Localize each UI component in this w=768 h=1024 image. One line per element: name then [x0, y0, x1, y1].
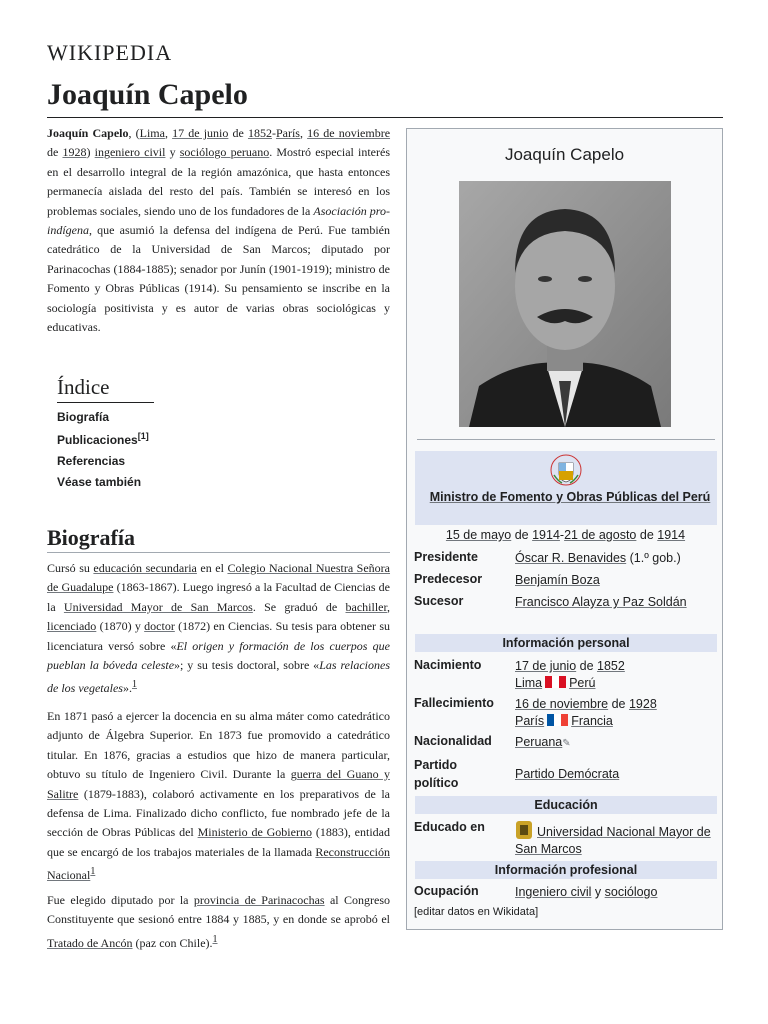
- coat-of-arms-peru-icon: [548, 453, 584, 487]
- asociacion-pro-indigena: Asociación pro-indígena: [47, 203, 390, 238]
- wikipedia-logo[interactable]: WIKIPEDIA: [47, 40, 173, 65]
- portrait-photo[interactable]: [459, 181, 671, 427]
- link-ingeniero-civil[interactable]: Ingeniero civil: [515, 885, 592, 899]
- link-term-end-year[interactable]: 1914: [657, 528, 686, 542]
- link-term-start-day[interactable]: 15 de mayo: [445, 528, 512, 542]
- nacionalidad-label: Nacionalidad: [414, 734, 492, 748]
- section-profesional: Información profesional: [415, 861, 717, 879]
- sucesor-label: Sucesor: [414, 594, 464, 608]
- link-death-day[interactable]: 16 de noviembre: [515, 697, 609, 711]
- link-ingeniero-civil[interactable]: ingeniero civil: [94, 145, 166, 160]
- educado-label: Educado en: [414, 820, 485, 834]
- toc-item-referencias[interactable]: Referencias: [57, 454, 126, 468]
- link-provincia-parinacochas[interactable]: provincia de Parinacochas: [193, 893, 325, 907]
- link-paris[interactable]: París: [275, 126, 300, 140]
- link-birth-year[interactable]: 1852: [597, 659, 625, 673]
- france-flag-icon: [547, 714, 568, 726]
- link-birth-day[interactable]: 17 de junio: [172, 126, 229, 140]
- toc-item-vease-tambien[interactable]: Véase también: [57, 475, 142, 489]
- title-divider: [47, 117, 723, 118]
- section-personal: Información personal: [415, 634, 717, 652]
- link-universidad[interactable]: Universidad Nacional Mayor de San Marcos: [515, 825, 711, 856]
- link-educacion-secundaria[interactable]: educación secundaria: [93, 561, 197, 575]
- link-colegio-guadalupe[interactable]: Colegio Nacional Nuestra Señora de Guadalupe: [47, 561, 391, 595]
- link-death-year[interactable]: 1928: [62, 145, 87, 160]
- nacimiento-label: Nacimiento: [414, 658, 482, 672]
- link-partido[interactable]: Partido Demócrata: [515, 767, 620, 781]
- page-title: Joaquín Capelo: [47, 78, 248, 111]
- section-heading-biografia: Biografía: [47, 525, 135, 550]
- link-tratado-ancon[interactable]: Tratado de Ancón: [47, 935, 133, 950]
- toc-heading: Índice: [57, 375, 154, 403]
- toc-item-publicaciones[interactable]: Publicaciones[1]: [57, 431, 149, 447]
- link-birth-city[interactable]: Lima: [515, 676, 543, 690]
- link-san-marcos[interactable]: Universidad Mayor de San Marcos: [63, 599, 253, 614]
- infobox-title: Joaquín Capelo: [504, 145, 625, 164]
- predecesor-label: Predecesor: [414, 572, 483, 586]
- intro-paragraph: Joaquín Capelo, (Lima, 17 de junio de 1852-París, 16 de noviembre de 1928) ingeniero civil y sociólogo peruano. Mostró especial interés en el desarrollo integral de la región amazónica, que hasta entonces permanecía aislada del resto del país. También se interesó en los problemas sociales, siendo uno de los fundadores de la Asociación pro-indígena, que asumió la defensa del indígena de Perú. Fue también catedrático de la Universidad de San Marcos; diputado por Parinacochas (1884-1885); senador por Junín (1901-1919); ministro de Fomento y Obras Públicas (1914). Su pensamiento se inscribe en la sociología positivista y es autor de varias obras sociológicas y educativas.: [47, 126, 391, 335]
- link-sociologo-peruano[interactable]: sociólogo peruano: [179, 145, 270, 160]
- link-reconstruccion-nacional[interactable]: Reconstrucción Nacional: [47, 844, 390, 883]
- link-birth-day[interactable]: 17 de junio: [515, 659, 577, 673]
- link-death-city[interactable]: París: [515, 714, 545, 728]
- section-educacion: Educación: [415, 796, 717, 814]
- ref-link[interactable]: 1: [90, 866, 96, 878]
- link-death-year[interactable]: 1928: [628, 697, 657, 711]
- ocupacion-label: Ocupación: [414, 884, 479, 898]
- link-doctor[interactable]: doctor: [144, 619, 175, 634]
- term-row: 15 de mayo de 1914-21 de agosto de 1914: [445, 528, 686, 542]
- link-sucesor[interactable]: Francisco Alayza y Paz Soldán: [515, 595, 687, 609]
- link-licenciado[interactable]: licenciado: [47, 619, 97, 634]
- bio-paragraph-2: En 1871 pasó a ejercer la docencia en su alma máter como catedrático adjunto de Álgebra Superior. En 1873 fue promovido a catedrático titular. En 1876, gracias a estudios que hizo de manera particular, obtuvo su título de Ingeniero Civil. Durante la guerra del Guano y Salitre (1879-1883), colaboró activamente en los preparativos de la defensa de Lima. Finalizado dicho conflicto, fue nombrado jefe de la sección de Obras Públicas del Ministerio de Gobierno (1883), entidad que se encargó de los trabajos materiales de la llamada Reconstrucción Nacional$^1$: [47, 709, 391, 883]
- link-birth-year[interactable]: 1852: [247, 126, 272, 140]
- link-guerra-guano-salitre[interactable]: guerra del Guano y Salitre: [47, 767, 391, 801]
- infobox: Joaquín Capelo Ministro de Fomento y Obras Públicas del Perú 15 de mayo de 1914-21 de agosto de 1914 Presidente Óscar R. Benavides (1.º gob.) Predecesor Benjamín Boza Sucesor Francisco Alayza y Paz Soldán Información personal Nacimiento 17 de junio de 1852 Lima Perú Fallecimiento 16 de noviembre de 1928 París Francia Nacionalidad Peruana✎ Partido político Partido Demócrata Educación Educado en Universidad Nacional Mayor de San Marcos Información profesional Ocupación Ingeniero civil y sociólogo [editar datos en Wikidata]: [406, 128, 723, 930]
- infobox-divider: [417, 439, 715, 440]
- toc-item-biografia[interactable]: Biografía: [57, 410, 110, 424]
- office-header: [415, 451, 717, 525]
- link-lima[interactable]: Lima: [139, 126, 165, 140]
- office-link[interactable]: Ministro de Fomento y Obras Públicas del Perú: [429, 490, 711, 504]
- link-bachiller[interactable]: bachiller: [345, 599, 387, 614]
- university-seal-icon: [515, 820, 533, 840]
- section-divider: [47, 552, 390, 553]
- table-of-contents: [57, 375, 167, 489]
- presidente-label: Presidente: [414, 550, 478, 564]
- link-term-start-year[interactable]: 1914: [532, 528, 560, 542]
- edit-wikidata-link[interactable]: [editar datos en Wikidata]: [414, 906, 539, 918]
- ref-link[interactable]: 1: [131, 679, 137, 691]
- pencil-edit-icon[interactable]: ✎: [562, 738, 571, 749]
- link-death-day[interactable]: 16 de noviembre: [307, 126, 391, 140]
- partido-label: Partido político: [414, 758, 459, 790]
- link-nacionalidad[interactable]: Peruana: [515, 735, 563, 749]
- link-birth-country[interactable]: Perú: [569, 676, 596, 690]
- link-sociologo[interactable]: sociólogo: [604, 885, 658, 899]
- ref-link[interactable]: 1: [212, 933, 218, 945]
- link-term-end-day[interactable]: 21 de agosto: [564, 528, 637, 542]
- bio-paragraph-3: Fue elegido diputado por la provincia de Parinacochas al Congreso Constituyente que sesionó entre 1884 y 1885, y en donde se aprobó el Tratado de Ancón (paz con Chile).$^1$: [47, 893, 391, 950]
- peru-flag-icon: [545, 676, 566, 688]
- fallecimiento-label: Fallecimiento: [414, 696, 494, 710]
- link-presidente[interactable]: Óscar R. Benavides: [515, 551, 627, 565]
- link-ministerio-gobierno[interactable]: Ministerio de Gobierno: [197, 825, 312, 840]
- bio-paragraph-1: Cursó su educación secundaria en el Colegio Nacional Nuestra Señora de Guadalupe (1863-1867). Luego ingresó a la Facultad de Ciencias de la Universidad Mayor de San Marcos. Se graduó de bachiller, licenciado (1870) y doctor (1872) en Ciencias. Su tesis para obtener su licenciatura versó sobre «El origen y formación de los cuerpos que pueblan la bóveda celeste»; y su tesis doctoral, sobre «Las relaciones de los vegetales».$^1$: [47, 561, 391, 696]
- link-death-country[interactable]: Francia: [571, 714, 613, 728]
- subject-name: Joaquín Capelo: [47, 126, 129, 140]
- link-predecesor[interactable]: Benjamín Boza: [515, 573, 600, 587]
